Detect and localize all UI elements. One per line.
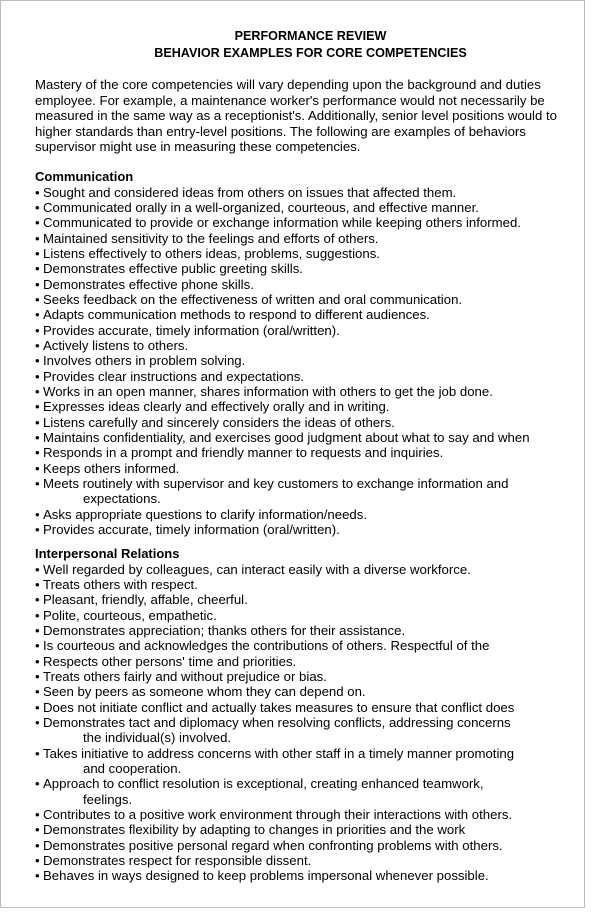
list-item-text: Listens effectively to others ideas, problems, suggestions.	[43, 245, 380, 261]
list-item	[35, 307, 580, 322]
list-item	[35, 669, 580, 684]
list-item-text: Well regarded by colleagues, can interact easily with a diverse workforce.	[43, 561, 471, 577]
list-item-text: Communicated orally in a well-organized, courteous, and effective manner.	[43, 199, 479, 215]
list-item-text: Treats others with respect.	[43, 576, 198, 592]
list-item-continuation: and cooperation.	[83, 760, 182, 776]
list-item	[35, 261, 580, 276]
list-item-text: Polite, courteous, empathetic.	[43, 607, 217, 623]
list-item	[35, 807, 580, 822]
list-item	[35, 231, 580, 246]
list-item-text: Meets routinely with supervisor and key customers to exchange information and	[43, 476, 509, 492]
list-item	[35, 638, 580, 653]
list-item	[35, 338, 580, 353]
communication-list	[35, 185, 580, 538]
list-item	[35, 746, 580, 777]
list-item-continuation: expectations.	[83, 491, 161, 507]
list-item	[35, 868, 580, 883]
list-item-text: Expresses ideas clearly and effectively orally and in writing.	[43, 399, 390, 415]
list-item	[35, 608, 580, 623]
list-item	[35, 623, 580, 638]
list-item	[35, 853, 580, 868]
list-item	[35, 577, 580, 592]
list-item	[35, 715, 580, 746]
list-item-text: Demonstrates effective public greeting skills.	[43, 261, 303, 277]
list-item-text: Seen by peers as someone whom they can depend on.	[43, 684, 366, 700]
list-item	[35, 700, 580, 715]
list-item-text: Is courteous and acknowledges the contributions of others. Respectful of the	[43, 638, 490, 654]
list-item	[35, 200, 580, 215]
list-item-text: Behaves in ways designed to keep problems impersonal whenever possible.	[43, 868, 489, 884]
communication-heading: Communication	[35, 169, 134, 184]
list-item-text: Pleasant, friendly, affable, cheerful.	[43, 592, 248, 608]
list-item-text: Demonstrates effective phone skills.	[43, 276, 254, 292]
list-item-text: Treats others fairly and without prejudice or bias.	[43, 668, 327, 684]
list-item-text: Sought and considered ideas from others on issues that affected them.	[43, 184, 457, 200]
list-item	[35, 476, 580, 507]
list-item-text: Respects other persons' time and priorities.	[43, 653, 297, 669]
list-item	[35, 369, 580, 384]
list-item	[35, 185, 580, 200]
list-item-text: Keeps others informed.	[43, 460, 180, 476]
list-item	[35, 430, 580, 445]
list-item-text: Responds in a prompt and friendly manner to requests and inquiries.	[43, 445, 444, 461]
list-item-text: Provides accurate, timely information (oral/written).	[43, 522, 340, 538]
list-item	[35, 215, 580, 230]
title-line-2: BEHAVIOR EXAMPLES FOR CORE COMPETENCIES	[154, 46, 467, 60]
list-item-text: Communicated to provide or exchange information while keeping others informed.	[43, 215, 521, 231]
list-item	[35, 592, 580, 607]
list-item-text: Demonstrates flexibility by adapting to changes in priorities and the work	[43, 822, 466, 838]
list-item	[35, 384, 580, 399]
list-item-text: Demonstrates tact and diplomacy when resolving conflicts, addressing concerns	[43, 714, 511, 730]
list-item-text: Does not initiate conflict and actually takes measures to ensure that conflict does	[43, 699, 515, 715]
communication-list-clip	[35, 185, 580, 561]
list-item-text: Seeks feedback on the effectiveness of written and oral communication.	[43, 291, 463, 307]
list-item-text: Maintained sensitivity to the feelings and efforts of others.	[43, 230, 379, 246]
interpersonal-heading: Interpersonal Relations	[35, 546, 180, 561]
communication-section	[35, 169, 580, 561]
list-item	[35, 654, 580, 669]
list-item-text: Contributes to a positive work environment through their interactions with others.	[43, 807, 513, 822]
list-item	[35, 415, 580, 430]
list-item-text: Involves others in problem solving.	[43, 353, 246, 369]
interpersonal-section	[35, 546, 580, 884]
list-item-text: Maintains confidentiality, and exercises good judgment about what to say and when	[43, 430, 530, 445]
list-item-continuation: the individual(s) involved.	[83, 730, 232, 746]
intro-paragraph: Mastery of the core competencies will vary depending upon the background and duties employee. For example, a maintenance worker's performance would not necessarily be measured in the same way as a receptionist's. Additionally, senior level positions would to higher standards than entry-level positions. The following are examples of behaviors supervisor might use in measuring these competencies.	[35, 77, 557, 154]
list-item-text: Adapts communication methods to respond to different audiences.	[43, 307, 430, 323]
list-item-text: Actively listens to others.	[43, 337, 189, 353]
list-item-text: Listens carefully and sincerely considers the ideas of others.	[43, 414, 395, 430]
document-title	[1, 28, 593, 62]
list-item	[35, 292, 580, 307]
list-item-text: Approach to conflict resolution is exceptional, creating enhanced teamwork,	[43, 776, 484, 792]
title-line-1: PERFORMANCE REVIEW	[234, 29, 387, 43]
list-item	[35, 399, 580, 414]
list-item	[35, 461, 580, 476]
list-item-text: Demonstrates positive personal regard when confronting problems with others.	[43, 837, 503, 853]
list-item	[35, 562, 580, 577]
list-item-text: Provides accurate, timely information (oral/written).	[43, 322, 340, 338]
list-item	[35, 246, 580, 261]
list-item	[35, 822, 580, 837]
list-item	[35, 522, 580, 537]
list-item	[35, 684, 580, 699]
list-item	[35, 323, 580, 338]
list-item	[35, 776, 580, 807]
list-item-text: Asks appropriate questions to clarify information/needs.	[43, 506, 367, 522]
list-item	[35, 838, 580, 853]
list-item	[35, 353, 580, 368]
list-item-text: Takes initiative to address concerns with other staff in a timely manner promoting	[43, 745, 515, 761]
list-item-continuation: feelings.	[83, 791, 133, 807]
list-item-text: Demonstrates respect for responsible dissent.	[43, 853, 312, 869]
list-item-text: Works in an open manner, shares information with others to get the job done.	[43, 383, 493, 399]
list-item-text: Demonstrates appreciation; thanks others for their assistance.	[43, 622, 406, 638]
interpersonal-list	[35, 562, 580, 884]
list-item	[35, 507, 580, 522]
list-item-text: Provides clear instructions and expectations.	[43, 368, 304, 384]
list-item	[35, 445, 580, 460]
list-item	[35, 277, 580, 292]
